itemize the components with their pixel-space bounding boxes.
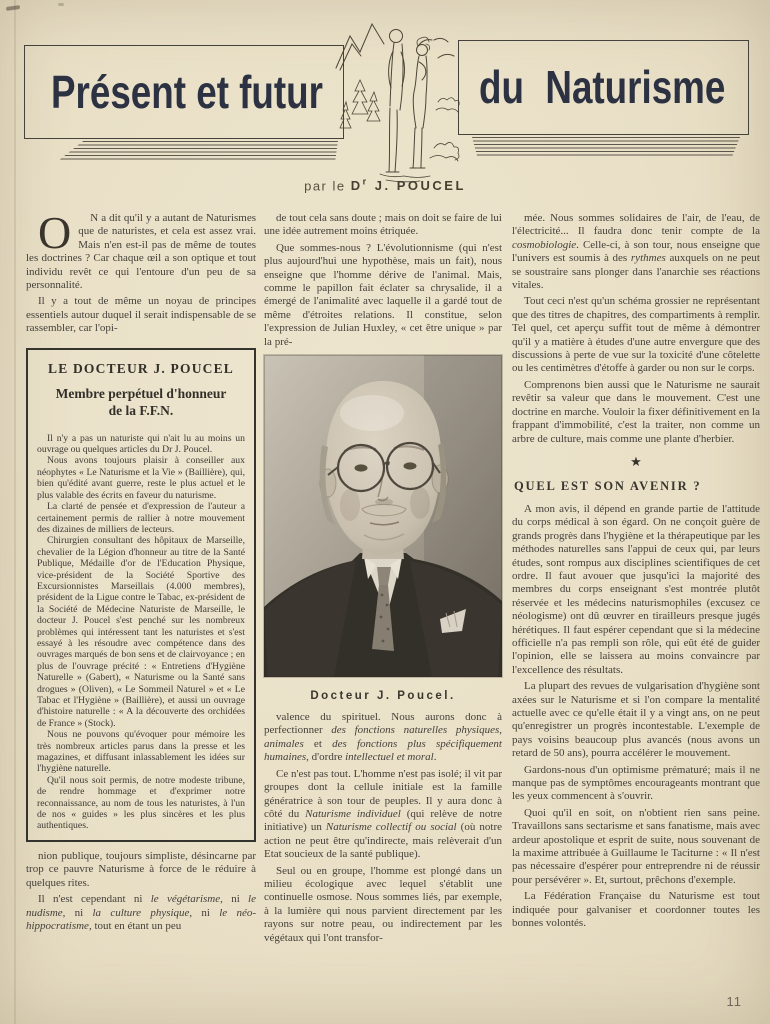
byline-prefix: par le — [304, 178, 346, 194]
column-1 — [26, 207, 256, 936]
paragraph: Seul ou en groupe, l'homme est plongé dans un milieu écologique avec lequel s'établit une continuelle osmose. Nous sommes liés, par exemple, à la lumière qui nous parvient directement par les rayons sur notre peau, ou indirectement par les végétaux qui l'ont transfor- — [264, 864, 502, 944]
article-title-right: du Naturisme — [479, 61, 726, 113]
box-subtitle: Membre perpétuel d'honneur de la F.F.N. — [55, 385, 227, 418]
column-1-continued — [26, 850, 256, 933]
byline-author-name: J. POUCEL — [374, 178, 466, 194]
paragraph: Gardons-nous d'un optimisme prématuré; mais il ne manque pas de symptômes encourageants montrant que les yeux commencent à s'ouvrir. — [512, 763, 760, 803]
article-title-left: Présent et futur — [51, 66, 323, 118]
nude-couple-nature-sketch-illustration — [334, 6, 466, 188]
portrait-photo-figure — [264, 355, 502, 702]
doctor-portrait-photo — [264, 355, 502, 677]
title-box-right — [458, 40, 749, 135]
page-number: 11 — [726, 994, 742, 1009]
title-hatch-shading-right — [472, 137, 740, 157]
column-3-top — [512, 212, 760, 446]
photo-caption: Docteur J. Poucel. — [310, 690, 456, 703]
paragraph: Quoi qu'il en soit, on n'obtient rien sans peine. Travaillons sans sectarisme et sans fanatisme, mais avec ardeur apostolique et esprit de suite, nous souvenant de la maxime attribuée à Guillaume le Taciturne : « Il n'est pas nécessaire d'espérer pour entreprendre ni de réussir pour persévérer ». Et, surtout, prêchons d'exemple. — [512, 806, 760, 886]
page-fold-line — [14, 0, 16, 1024]
paragraph: Ce n'est pas tout. L'homme n'est pas isolé; il vit par groupes dont la cellule initiale est la famille génératrice à son tour de peuples. Il y aura donc à côté du Naturisme individuel (qui relève de notre initiative) un Naturisme collectif ou social (où notre action ne peut être qu'indirecte, mais relèverait d'un Etat soucieux de la santé publique). — [264, 767, 503, 861]
box-body — [37, 433, 245, 832]
paragraph: Tout ceci n'est qu'un schéma grossier ne représentant que des titres de chapitres, des compartiments à remplir. Tel quel, cet aperçu suffit tout de même à démontrer qu'il y a matière à études d'une autre envergure que des discussions à perte de vue sur la toxicité d'une côtelette ou les centimètres d'étoffe à garder ou non sur le corps. — [512, 295, 760, 375]
box-paragraph: Nous avons toujours plaisir à conseiller aux néophytes « Le Naturisme et la Vie » (Baillière), qui, bien qu'édité avant guerre, reste le plus actuel et le plus valable des écrits en faveur du naturisme. — [37, 455, 245, 501]
byline-doctor-abbr: $D^r$ J. POUCEL — [350, 177, 466, 194]
box-title: LE DOCTEUR J. POUCEL — [47, 360, 235, 376]
column-2 — [264, 212, 502, 948]
paragraph: Il y a tout de même un noyau de principes essentiels autour duquel il serait indispensable de se rassembler, car l'opi- — [26, 295, 256, 335]
paragraph: Que sommes-nous ? L'évolutionnisme (qui n'est plus aujourd'hui une hypothèse, mais un fait), nous enseigne que l'homme dérive de l'animal. Mais, comme le papillon fait éclater sa chrysalide, il a émergé de l'animalité avec laquelle il a gardé tout de même d'étroites relations. Il constitue, selon l'expression de Julian Huxley, « cet être unique » par la pré- — [264, 241, 502, 348]
column-2-bottom — [264, 711, 502, 945]
paragraph: A mon avis, il dépend en grande partie de l'attitude du corps médical à son égard. On ne conçoit guère de grands progrès dans l'hygiène et la thérapeutique par les méthodes naturelles sans l'appui de ceux qui, par leurs études, sont rompus aux disciplines scientifiques de cet ordre. Il faut avouer que jusqu'ici la majorité des membres du corps enseignant s'est montrée plutôt réservée et les médecins naturismophiles (excusez ce néologisme) ont dû œuvrer en tirailleurs presque jugés hérétiques. Il faut espérer cependant que si la médecine officielle n'a pas rempli son rôle, qui eût été de guider l'opinion, elle se laissera au moins convaincre par l'excellence des résultats. — [512, 502, 760, 676]
box-paragraph: Chirurgien consultant des hôpitaux de Marseille, chevalier de la Légion d'honneur au titre de la Santé Publique, Médaille d'or de l'Education Physique, vice-président de la Société Sportive des Excursionnistes Marseillais (4.000 membres), président de la Ligue contre le Tabac, ex-président de la Société de Médecine Naturiste de Marseille, le docteur J. Poucel s'est penché sur les nombreux problèmes qui intéressent tant les naturistes et s'est essayé à les résoudre avec compétence dans des ouvrages marqués de bon sens et de clairvoyance ; en plus de l'ouvrage précité : « Entretiens d'Hygiène Naturelle » (Gabert), « Naturisme ou la Santé sans drogues » (Oliven), « Le Sommeil Naturel » et « Le Tabac et l'Hygiène » (Baillière), et aussi un ouvrage d'histoire naturelle : « A la découverte des orchidées de France » (Stock). — [37, 535, 245, 729]
column-3 — [512, 212, 760, 934]
dropcap-letter: O — [38, 207, 72, 258]
box-paragraph: La clarté de pensée et d'expression de l'auteur a certainement permis de rallier à notre mouvement des dizaines de milliers de lecteurs. — [37, 501, 245, 535]
doctor-info-box — [26, 348, 256, 842]
star-divider-icon: ★ — [630, 453, 642, 469]
paper-speck — [6, 5, 20, 11]
box-paragraph: Nous ne pouvons qu'évoquer pour mémoire les très nombreux articles parus dans la presse et les magazines, et diffusant inlassablement les idées sur l'hygiène naturelle. — [37, 729, 245, 775]
byline — [0, 177, 770, 193]
paragraph: nion publique, toujours simpliste, désincarne par trop ce pauvre Naturisme à force de le réduire à quelques rites. — [26, 849, 256, 889]
paragraph: Comprenons bien aussi que le Naturisme ne saurait revêtir sa valeur que dans le mouvement. C'est une doctrine en marche. Vouloir la fixer définitivement en la frappant d'immobilité, c'est la traiter, non comme un arbre de culture, mais comme une plante d'herbier. — [512, 378, 760, 445]
column-2-top — [264, 212, 502, 349]
paragraph: mée. Nous sommes solidaires de l'air, de l'eau, de l'électricité... Il faudra donc tenir compte de la cosmobiologie. Celle-ci, à son tour, nous enseigne que l'univers est soumis à des rythmes auxquels on ne peut se soustraire sans plonger dans l'anarchie ses réactions vitales. — [512, 212, 760, 292]
section-heading-avenir: QUEL EST SON AVENIR ? — [514, 478, 702, 493]
box-paragraph: Qu'il nous soit permis, de notre modeste tribune, de rendre hommage et d'exprimer notre reconnaissance, au nom de tous les naturistes, à l'un de nos « guides » les plus sincères et les plus authentiques. — [37, 774, 245, 832]
box-paragraph: Il n'y a pas un naturiste qui n'ait lu au moins un ouvrage ou quelques articles du Dr J. Poucel. — [37, 432, 245, 456]
intro-paragraph: O N a dit qu'il y a autant de Naturismes que de naturistes, et cela est assez vrai. Mais n'en est-il pas de même de toutes les doctrines ? Car chaque œil a son optique et tout individu revêt ce qui l'entoure d'un peu de sa personnalité. — [26, 207, 256, 292]
paragraph: valence du spirituel. Nous aurons donc à perfectionner des fonctions naturelles physiques, animales et des fonctions plus spécifiquement humaines, d'ordre intellectuel et moral. — [264, 711, 502, 764]
paragraph: La Fédération Française du Naturisme est tout indiquée pour galvaniser et coordonner toutes les bonnes volontés. — [512, 890, 760, 930]
paragraph: de tout cela sans doute ; mais on doit se faire de lui une idée autrement moins étriquée. — [264, 212, 502, 238]
title-hatch-shading-left — [58, 141, 338, 161]
paper-speck — [58, 3, 64, 6]
column-3-bottom — [512, 503, 760, 931]
paragraph: Il n'est cependant ni le végétarisme, ni le nudisme, ni la culture physique, ni le néo-hippocratisme, tout en étant un peu — [26, 893, 256, 932]
paragraph: La plupart des revues de vulgarisation d'hygiène sont axées sur le Naturisme et si l'on compare la mentalité actuelle avec ce qu'elle était il y a vingt ans, on ne peut qu'enregistrer un progrès incontestable. L'exemple de pays voisins beaucoup plus avancés (nous avons un retard de 50 ans), pourra accélérer le mouvement. — [512, 680, 760, 760]
title-box-left — [24, 45, 344, 139]
